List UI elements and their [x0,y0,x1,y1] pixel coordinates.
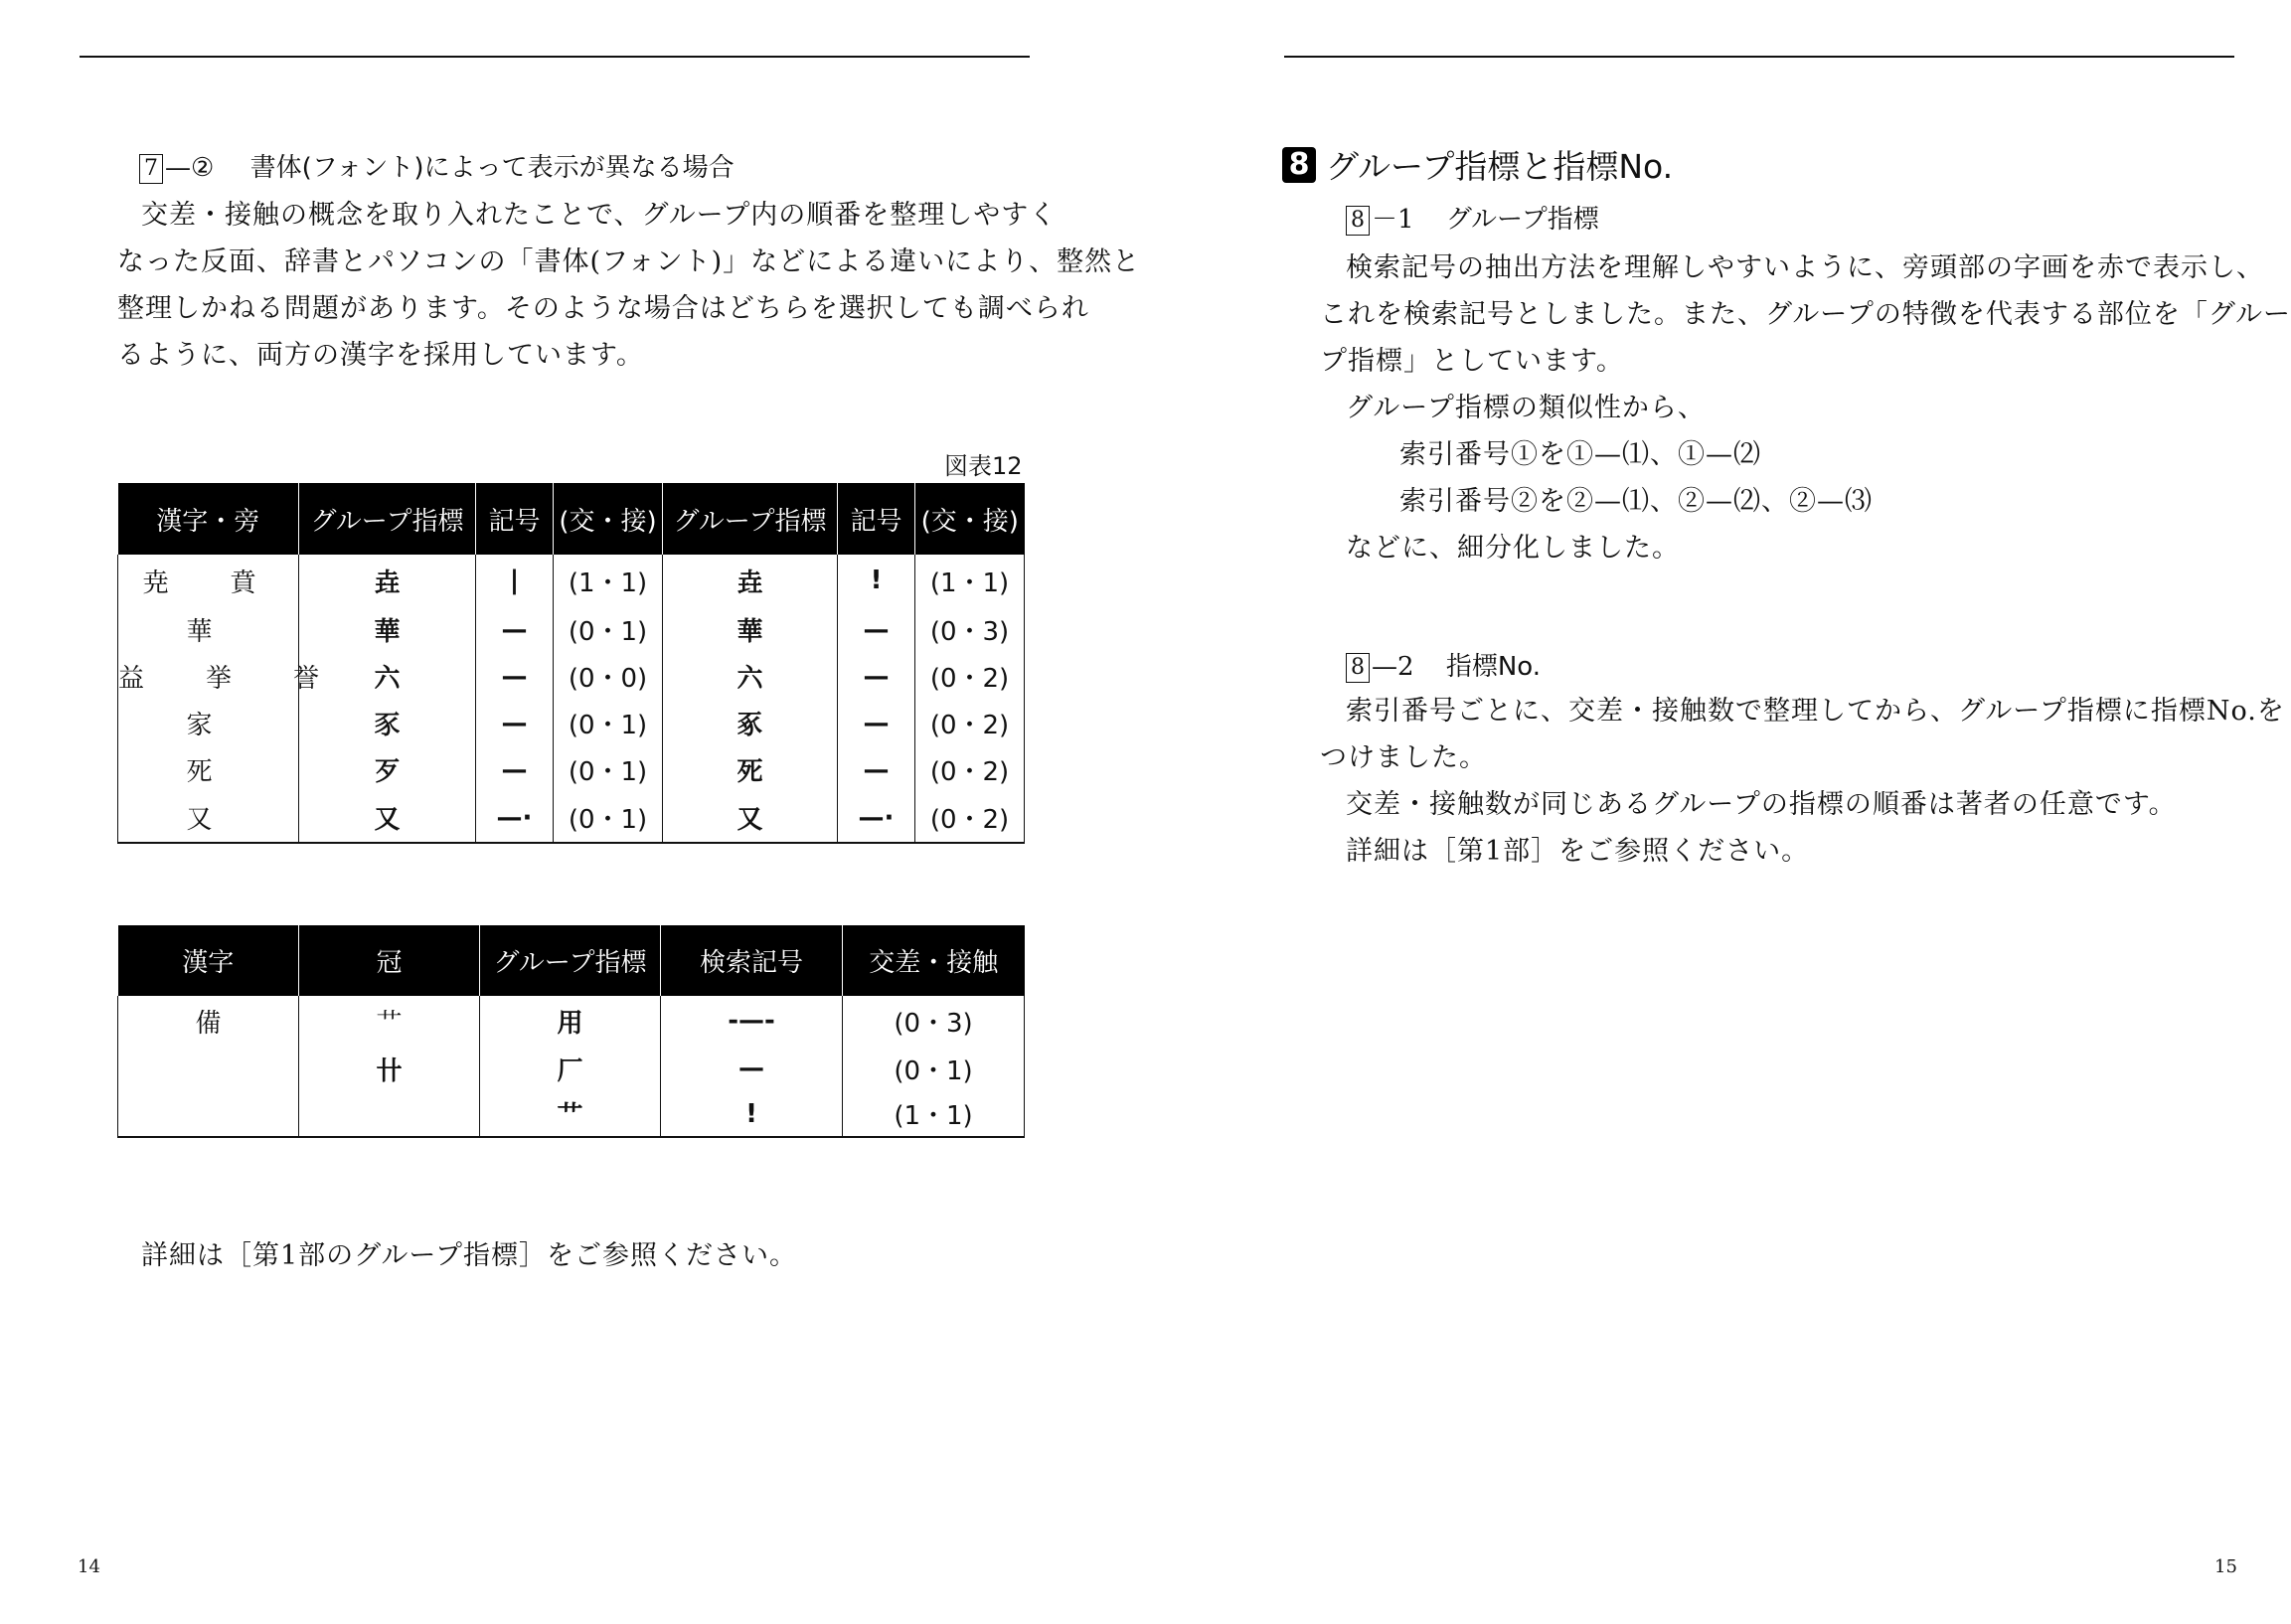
cell-cross-contact: (0・3) [843,996,1025,1046]
cell-symbol: | [476,555,554,606]
cell-symbol: ! [838,555,915,606]
page-number-left: 14 [78,1556,100,1577]
paragraph-line: グループ指標の類似性から、 [1346,393,1706,423]
cell-kanji: 家 [118,700,299,746]
cell-group-indicator: 又 [663,793,838,843]
chapter-heading-8 [1282,141,1673,188]
paragraph-line: なった反面、辞書とパソコンの「書体(フォント)」などによる違いにより、整然と [117,246,1141,277]
cell-cross-contact: (0・2) [915,700,1025,746]
cell-group-indicator: 又 [299,793,476,843]
section1-body [1320,244,2291,571]
cell-group-indicator: 艹 [480,1091,661,1137]
cell-group-indicator: 華 [663,606,838,653]
cell-kanji: 華 [118,606,299,653]
left-page-header-rule [80,56,1030,58]
col-header: (交・接) [554,483,663,555]
col-header: 冠 [299,925,480,996]
cell-group-indicator: 豖 [663,700,838,746]
col-header: 検索記号 [661,925,843,996]
index-example-line: 索引番号②を②—⑴、②—⑵、②—⑶ [1399,486,1873,517]
cell-group-indicator: 歹 [299,746,476,793]
cell-cross-contact: (1・1) [554,555,663,606]
table-row [118,700,1025,746]
table-row [118,746,1025,793]
section-title: 指標No. [1445,652,1541,682]
right-page-header-rule [1284,56,2234,58]
cell-kanji [118,1046,299,1091]
paragraph-line: 整理しかねる問題があります。そのような場合はどちらを選択しても調べられ [117,293,1089,324]
cell-symbol: — [476,653,554,700]
table-row [118,1046,1025,1091]
cell-symbol: — [838,606,915,653]
col-header: 漢字・旁 [118,483,299,555]
cell-symbol: —· [838,793,915,843]
cell-kanji: 益 挙 誉 [118,653,299,700]
cell-symbol: — [838,746,915,793]
cell-group-indicator: 垚 [299,555,476,606]
col-header: グループ指標 [663,483,838,555]
section-number-box: 7 [139,154,163,184]
cell-symbol: —· [476,793,554,843]
table-row [118,996,1025,1046]
index-example-line: 索引番号①を①—⑴、①—⑵ [1399,439,1761,470]
col-header: 記号 [476,483,554,555]
cell-cross-contact: (0・2) [915,793,1025,843]
paragraph-line: 索引番号ごとに、交差・接触数で整理してから、グループ指標に指標No.を [1346,696,2285,727]
cell-symbol: — [838,700,915,746]
cell-cross-contact: (0・1) [554,700,663,746]
cell-kanji: 尭 賁 [118,555,299,606]
table-row [118,793,1025,843]
section-number-suffix: －1 [1372,205,1414,235]
section-number-box: 8 [1346,206,1370,236]
cell-group-indicator: 垚 [663,555,838,606]
cell-search-symbol: -—- [661,996,843,1046]
paragraph-line: るように、両方の漢字を採用しています。 [117,340,644,371]
paragraph-line: つけました。 [1320,742,1487,773]
table-row [118,555,1025,606]
cell-cross-contact: (0・1) [843,1046,1025,1091]
cell-cross-contact: (0・0) [554,653,663,700]
cell-cross-contact: (0・1) [554,606,663,653]
cell-group-indicator: 六 [663,653,838,700]
cell-symbol: — [476,700,554,746]
section-number-suffix: —2 [1372,652,1414,682]
figure-label: 図表12 [944,452,1023,480]
col-header: グループ指標 [299,483,476,555]
col-header: 交差・接触 [843,925,1025,996]
paragraph-line: 詳細は［第1部］をご参照ください。 [1346,836,1810,867]
cell-search-symbol: — [661,1046,843,1091]
cell-symbol: — [476,746,554,793]
cell-crown: 卄 [299,1046,480,1091]
cell-group-indicator: 六 [299,653,476,700]
cell-cross-contact: (0・1) [554,746,663,793]
cell-cross-contact: (0・2) [915,653,1025,700]
section-heading-7-2 [139,147,735,184]
cell-cross-contact: (1・1) [843,1091,1025,1137]
cell-group-indicator: 厂 [480,1046,661,1091]
cell-group-indicator: 用 [480,996,661,1046]
section2-body [1320,688,2285,875]
cell-symbol: — [476,606,554,653]
table-row [118,606,1025,653]
cell-symbol: — [838,653,915,700]
cell-kanji: 又 [118,793,299,843]
paragraph-line: これを検索記号としました。また、グループの特徴を代表する部位を「グルー [1320,299,2291,330]
col-header: (交・接) [915,483,1025,555]
table-row [118,653,1025,700]
paragraph-line: プ指標」としています。 [1320,346,1624,377]
cell-crown: 艹 [299,996,480,1046]
cell-kanji: 死 [118,746,299,793]
col-header: 漢字 [118,925,299,996]
cell-cross-contact: (0・2) [915,746,1025,793]
section-number-box: 8 [1346,653,1370,683]
cell-cross-contact: (0・3) [915,606,1025,653]
cell-cross-contact: (0・1) [554,793,663,843]
section-title: グループ指標 [1445,205,1599,235]
cell-group-indicator: 豕 [299,700,476,746]
section-heading-8-1 [1346,199,1599,236]
intro-paragraph [117,192,1140,379]
table-font-variants [117,483,1025,844]
col-header: グループ指標 [480,925,661,996]
cell-kanji [118,1091,299,1137]
section-heading-8-2 [1346,646,1541,683]
cell-cross-contact: (1・1) [915,555,1025,606]
section-title: 書体(フォント)によって表示が異なる場合 [249,153,735,183]
table-row [118,1091,1025,1137]
paragraph-line: 検索記号の抽出方法を理解しやすいように、旁頭部の字画を赤で表示し、 [1346,252,2264,283]
page-number-right: 15 [2214,1556,2237,1577]
section-number-suffix: —② [165,153,215,183]
paragraph-line: 交差・接触の概念を取り入れたことで、グループ内の順番を整理しやすく [141,200,1058,231]
chapter-title: グループ指標と指標No. [1326,147,1674,186]
table-header-row [118,925,1025,996]
col-header: 記号 [838,483,915,555]
cell-crown [299,1091,480,1137]
cell-kanji: 備 [118,996,299,1046]
cell-group-indicator: 死 [663,746,838,793]
left-footnote: 詳細は［第1部のグループ指標］をご参照ください。 [141,1240,798,1271]
table-crown-example [117,925,1025,1138]
paragraph-line: などに、細分化しました。 [1346,533,1680,564]
paragraph-line: 交差・接触数が同じあるグループの指標の順番は著者の任意です。 [1346,789,2177,820]
cell-group-indicator: 華 [299,606,476,653]
cell-search-symbol: ! [661,1091,843,1137]
chapter-number-badge: 8 [1282,147,1316,183]
table-header-row [118,483,1025,555]
